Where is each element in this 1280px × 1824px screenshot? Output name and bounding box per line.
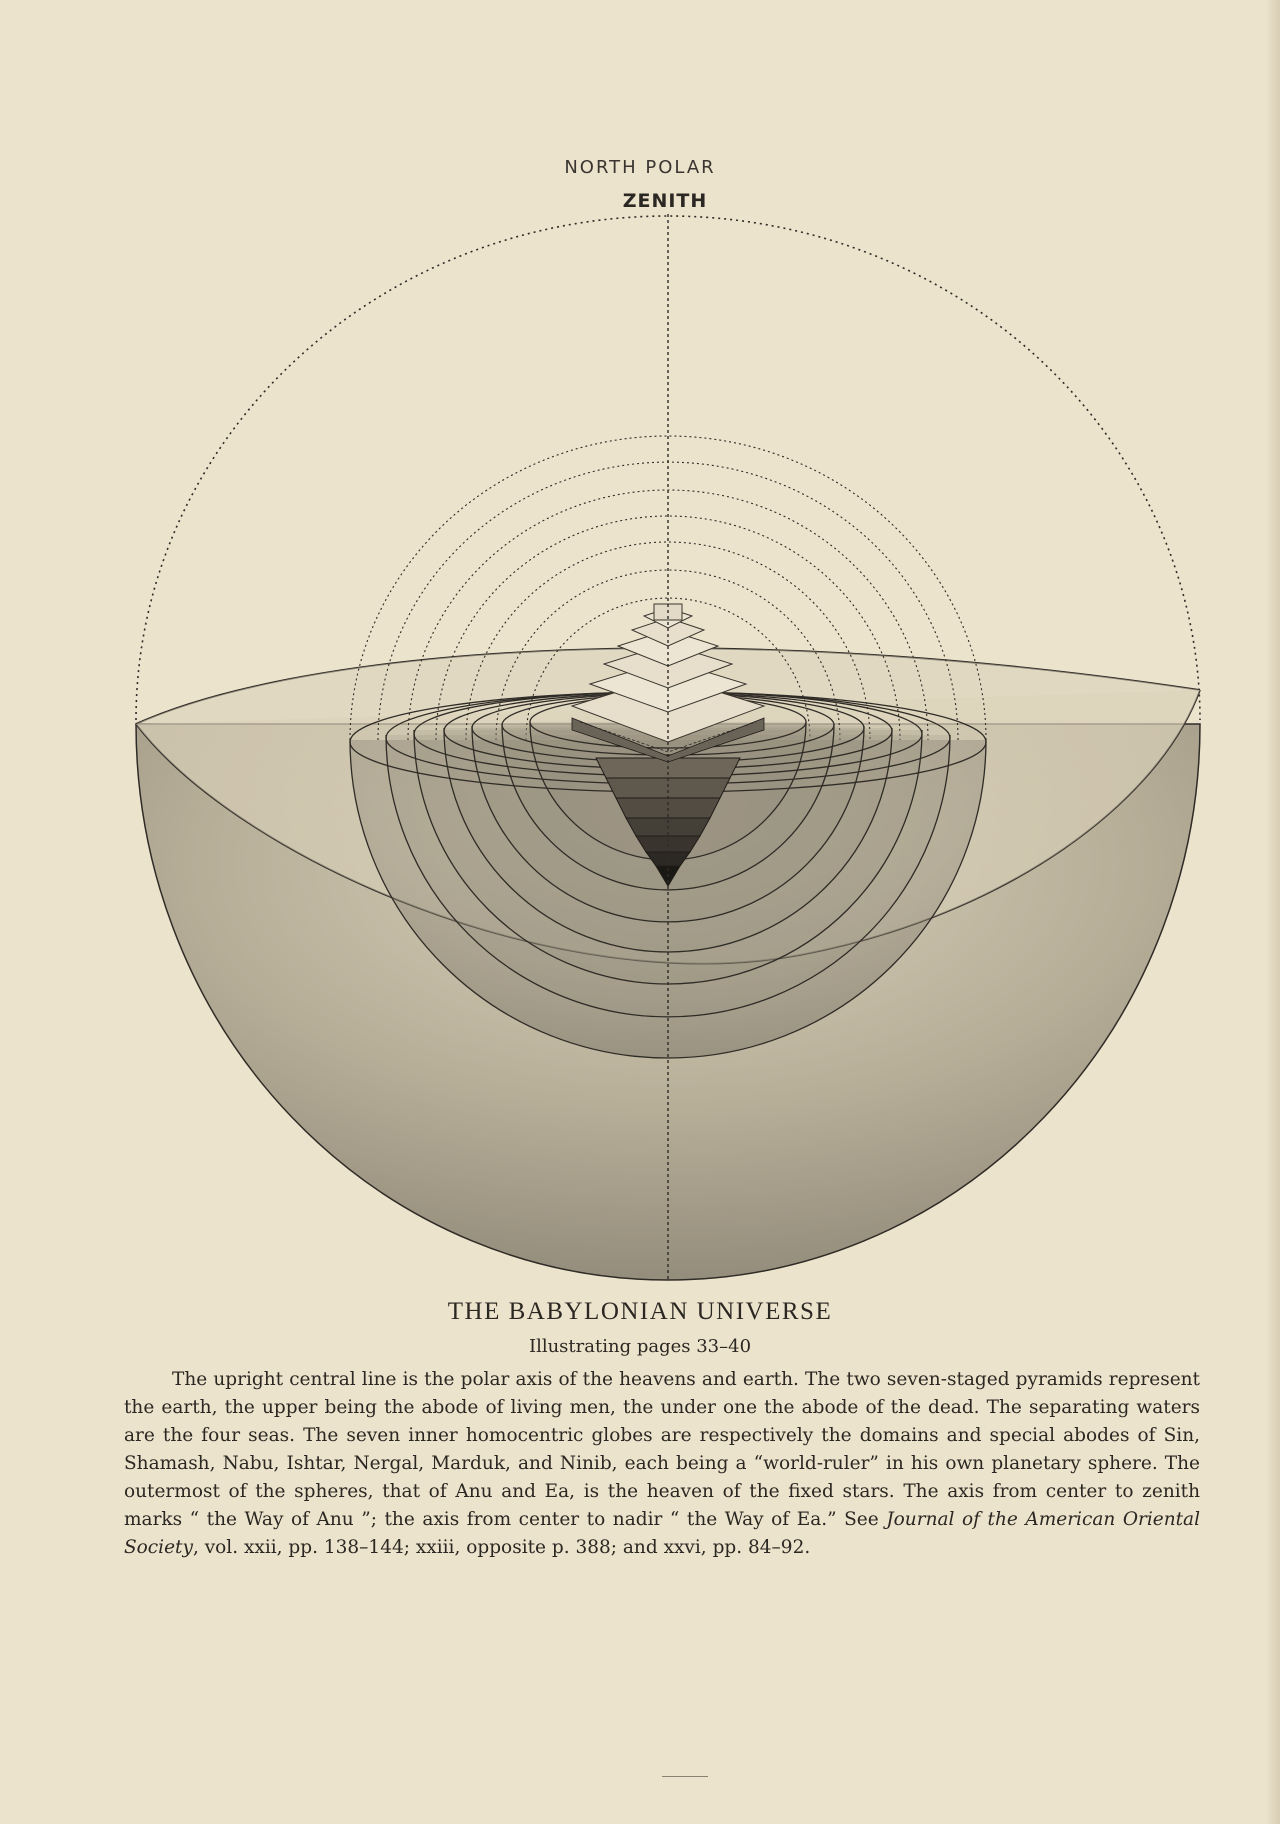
caption-journal-title: Journal of the American Oriental Society xyxy=(124,1509,1200,1558)
caption-body-text: The upright central line is the polar axis of the heavens and earth. The two seven-staged pyramids represent the earth, the upper being the abode of living men, the under one the abode of the dead. The separating waters are the four seas. The seven inner homocentric globes are respectively the domains and special abodes of Sin, Shamash, Nabu, Ishtar, Nergal, Marduk, and Ninib, each being a “world-ruler” in his own planetary sphere. The outermost of the spheres, that of Anu and Ea, is the heaven of the fixed stars. The axis from center to zenith marks “ the Way of Anu ”; the axis from center to nadir “ the Way of Ea.” See xyxy=(124,1369,1200,1530)
caption-subtitle: Illustrating pages 33–40 xyxy=(528,1336,752,1357)
caption-body xyxy=(124,1366,1200,1562)
north-polar-label: NORTH POLAR xyxy=(564,157,716,178)
folio-rule xyxy=(662,1776,708,1777)
caption-title: THE BABYLONIAN UNIVERSE xyxy=(447,1298,833,1325)
zenith-label: ZENITH xyxy=(622,190,708,212)
caption-body-text-end: , vol. xxii, pp. 138–144; xxiii, opposite p. 388; and xxvi, pp. 84–92. xyxy=(192,1537,811,1558)
